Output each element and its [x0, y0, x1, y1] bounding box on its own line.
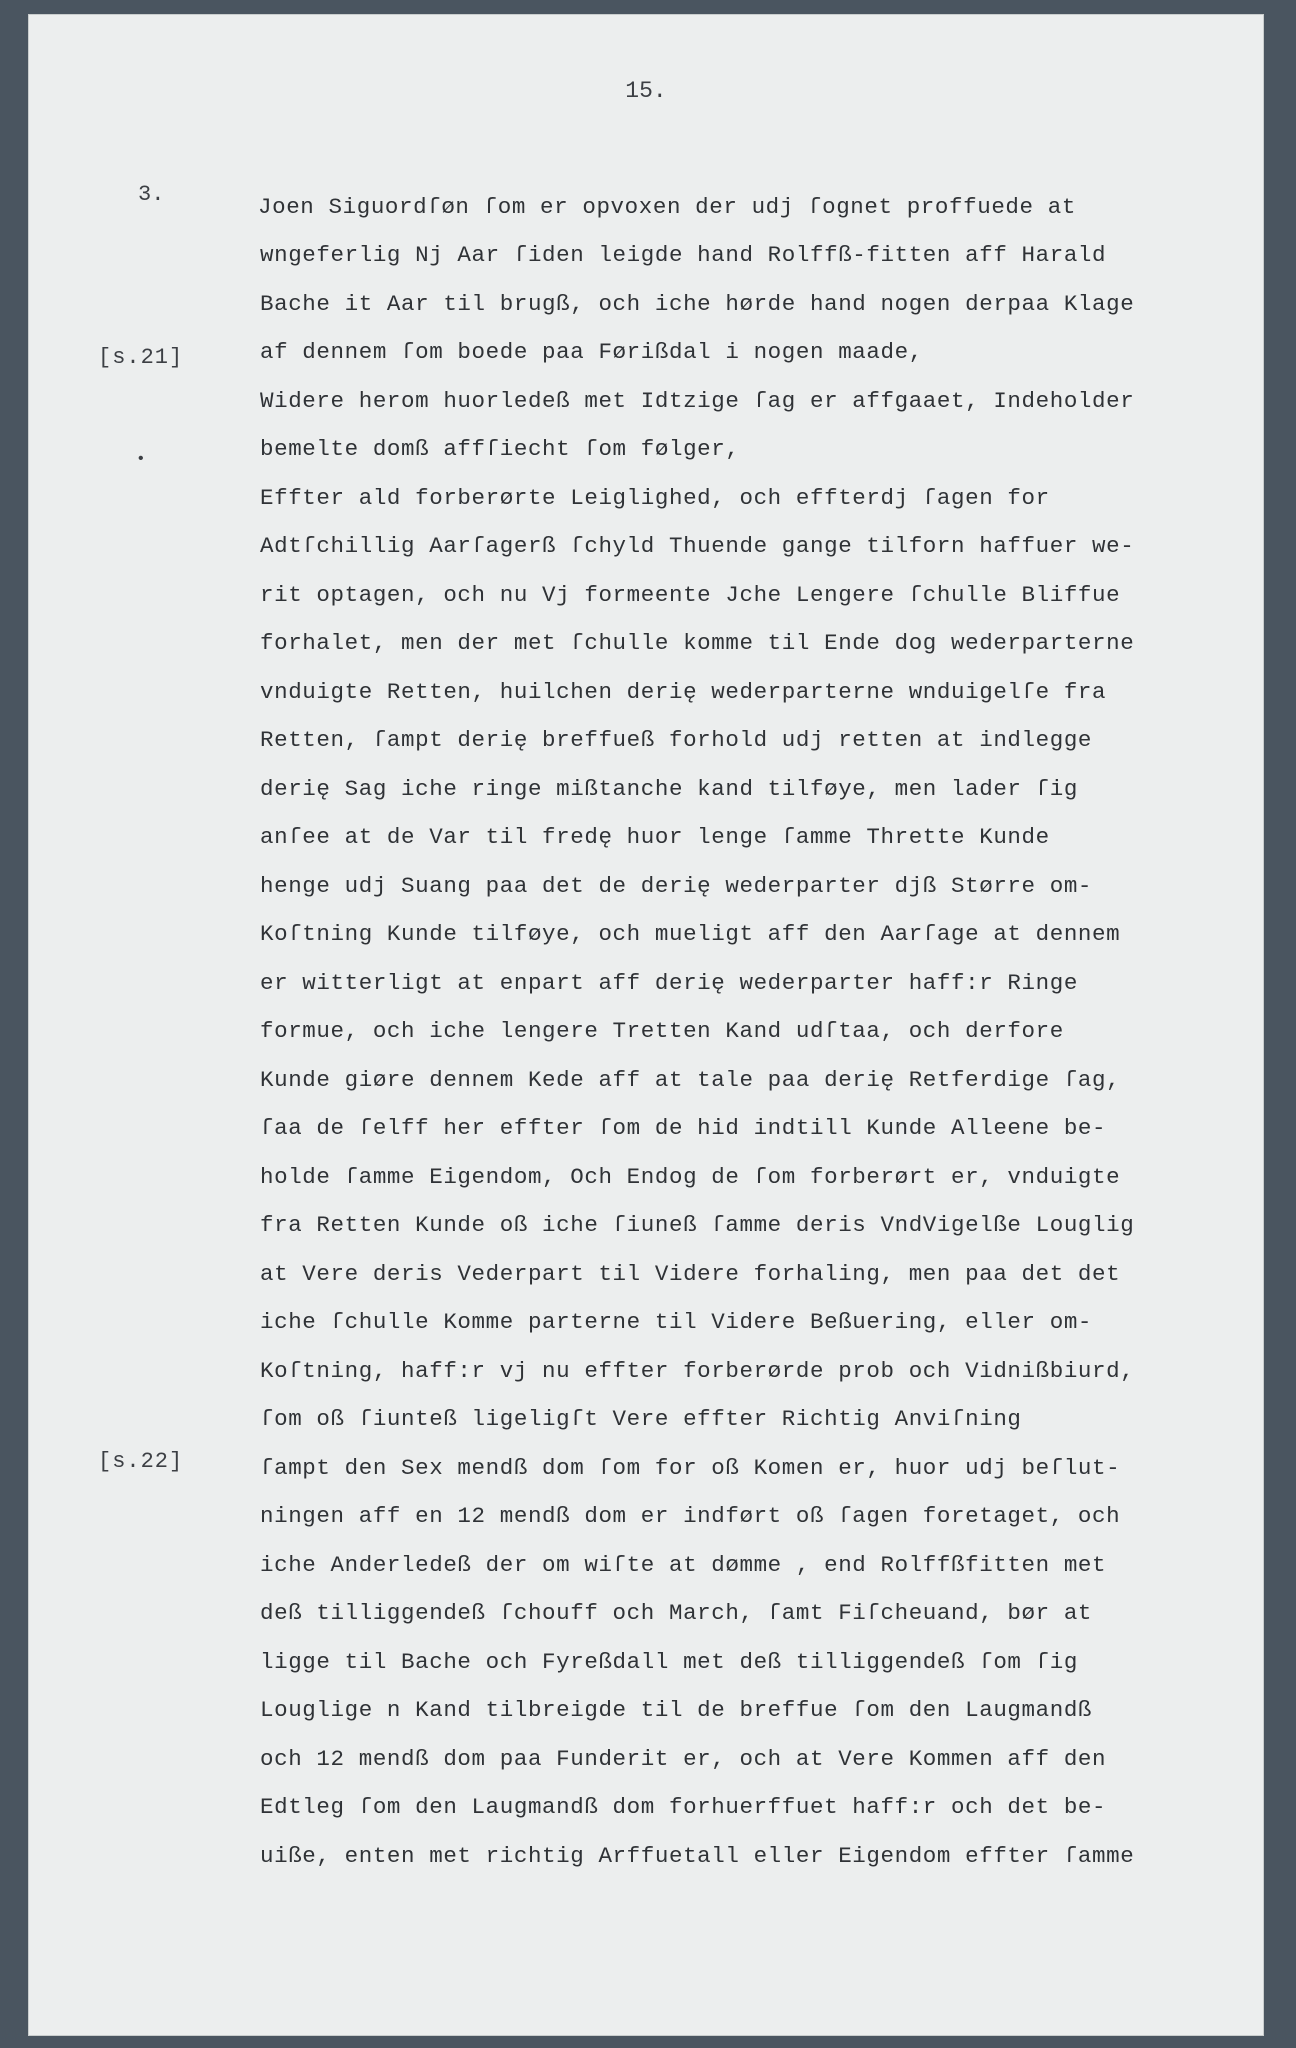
text-line: fra Retten Kunde oß iche ſiuneß ſamme deris VndVigelße Louglig — [260, 1212, 1135, 1238]
text-line: af dennem ſom boede paa Førißdal i nogen maade, — [260, 339, 923, 365]
text-line: iche ſchulle Komme parterne til Videre Beßuering, eller om- — [260, 1309, 1093, 1335]
text-line: Widere herom huorledeß met Idtzige ſag er affgaaet, Indeholder — [260, 388, 1135, 414]
text-line: Retten, ſampt derię breffueß forhold udj retten at indlegge — [260, 727, 1093, 753]
text-line: iche Anderledeß der om wiſte at dømme , end Rolffßfitten met — [260, 1552, 1107, 1578]
text-line: forhalet, men der met ſchulle komme til Ende dog wederparterne — [260, 630, 1135, 656]
text-line: bemelte domß affſiecht ſom følger, — [260, 436, 740, 462]
text-line: holde ſamme Eigendom, Och Endog de ſom forberørt er, vnduigte — [260, 1164, 1121, 1190]
text-line: Louglige n Kand tilbreigde til de breffue ſom den Laugmandß — [260, 1697, 1093, 1723]
text-line: Koſtning, haff:r vj nu effter forberørde prob och Vidnißbiurd, — [260, 1358, 1135, 1384]
transcription-body — [28, 14, 1264, 2036]
text-line: Edtleg ſom den Laugmandß dom forhuerffuet haff:r och det be- — [260, 1794, 1107, 1820]
page-number: 15. — [625, 78, 667, 104]
text-line: ningen aff en 12 mendß dom er indført oß ſagen foretaget, och — [260, 1503, 1121, 1529]
text-line: Kunde giøre dennem Kede aff at tale paa derię Retferdige ſag, — [260, 1067, 1121, 1093]
text-line: formue, och iche lengere Tretten Kand udſtaa, och derfore — [260, 1018, 1064, 1044]
margin-reference: [s.21] — [98, 345, 184, 370]
text-line: ſaa de ſelff her effter ſom de hid indtill Kunde Alleene be- — [260, 1115, 1107, 1141]
text-line: Koſtning Kunde tilføye, och mueligt aff den Aarſage at dennem — [260, 921, 1121, 947]
text-line: anſee at de Var til fredę huor lenge ſamme Thrette Kunde — [260, 824, 1050, 850]
text-line: ſom oß ſiunteß ligeligſt Vere effter Richtig Anviſning — [260, 1406, 1022, 1432]
text-line: deß tilliggendeß ſchouff och March, ſamt Fiſcheuand, bør at — [260, 1600, 1093, 1626]
text-line: ligge til Bache och Fyreßdall met deß tilliggendeß ſom ſig — [260, 1649, 1078, 1675]
text-line: rit optagen, och nu Vj formeente Jche Lengere ſchulle Bliffue — [260, 582, 1121, 608]
text-line: wngeferlig Nj Aar ſiden leigde hand Rolffß-fitten aff Harald — [260, 242, 1107, 268]
text-line: Effter ald forberørte Leiglighed, och effterdj ſagen for — [260, 485, 1050, 511]
section-number: 3. — [138, 182, 165, 207]
text-line: Adtſchillig Aarſagerß ſchyld Thuende gange tilforn haffuer we- — [260, 533, 1135, 559]
text-line: Joen Siguordſøn ſom er opvoxen der udj ſognet proffuede at — [258, 194, 1076, 220]
text-line: och 12 mendß dom paa Funderit er, och at Vere Kommen aff den — [260, 1746, 1107, 1772]
margin-reference: [s.22] — [98, 1449, 184, 1474]
text-line: Bache it Aar til brugß, och iche hørde hand nogen derpaa Klage — [260, 291, 1135, 317]
margin-mark: • — [136, 450, 146, 468]
text-line: vnduigte Retten, huilchen derię wederparterne wnduigelſe fra — [260, 679, 1107, 705]
text-line: ſampt den Sex mendß dom ſom for oß Komen er, huor udj beſlut- — [260, 1455, 1121, 1481]
document-page — [28, 14, 1264, 2036]
text-line: henge udj Suang paa det de derię wederparter djß Større om- — [260, 873, 1093, 899]
text-line: at Vere deris Vederpart til Videre forhaling, men paa det det — [260, 1261, 1121, 1287]
text-line: er witterligt at enpart aff derię wederparter haff:r Ringe — [260, 970, 1078, 996]
text-line: derię Sag iche ringe mißtanche kand tilføye, men lader ſig — [260, 776, 1078, 802]
text-line: uiße, enten met richtig Arffuetall eller Eigendom effter ſamme — [260, 1843, 1135, 1869]
